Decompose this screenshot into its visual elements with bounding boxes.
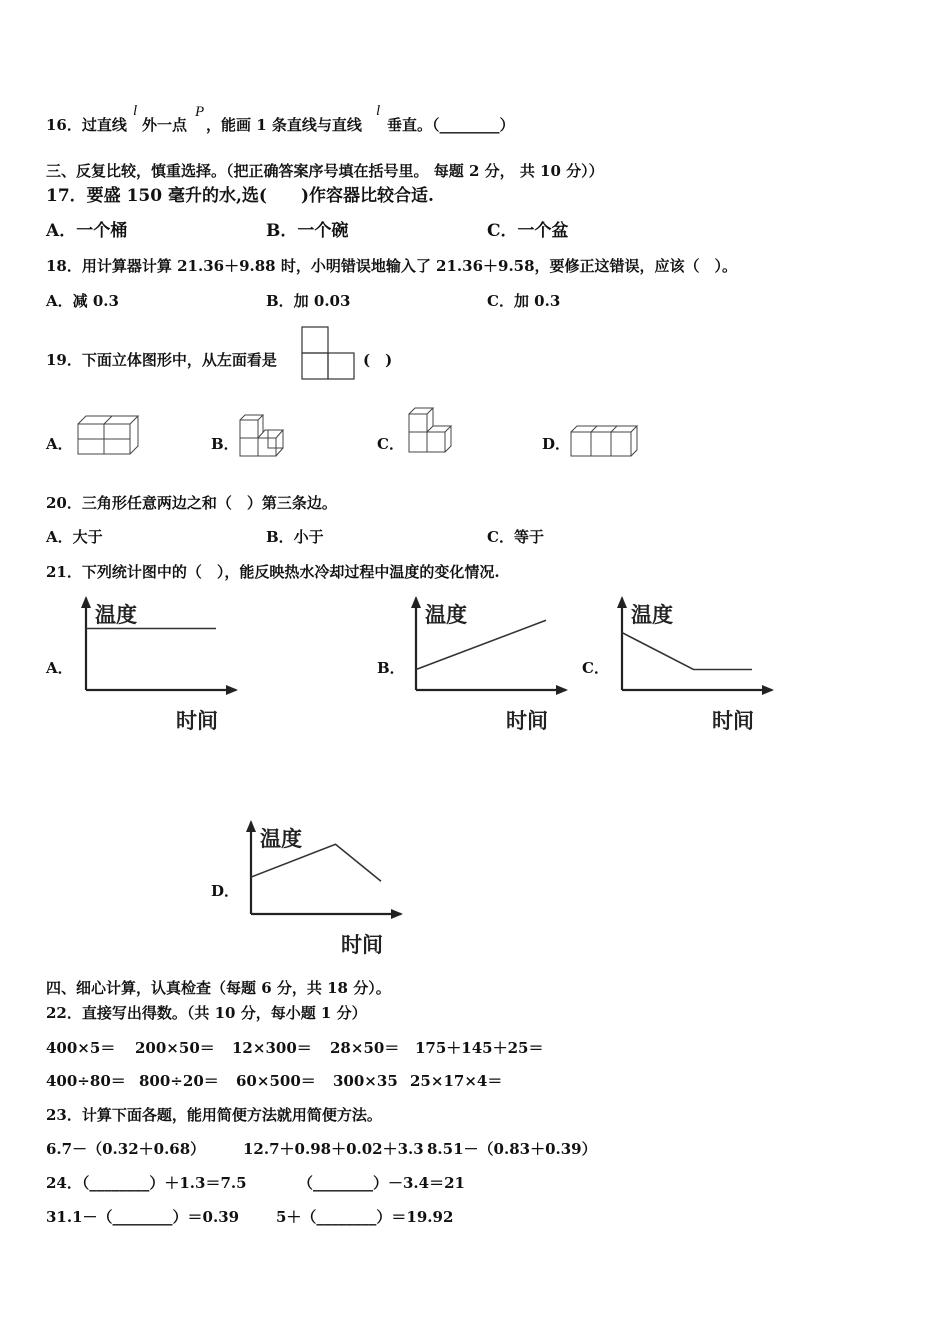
- q16-var-l2: l: [376, 103, 381, 119]
- q23-item: 12.7＋0.98＋0.02＋3.3: [243, 1140, 424, 1158]
- q21-option-d[interactable]: D．: [211, 882, 240, 900]
- q19-option-c[interactable]: C．: [377, 435, 404, 453]
- q18-option-c[interactable]: C．加 0.3: [487, 292, 561, 310]
- x-axis-arrow: [391, 909, 403, 919]
- q21-chart-b: [390, 592, 590, 742]
- x-axis-label: 时间: [712, 709, 754, 733]
- q24-item[interactable]: 5＋（________）＝19.92: [276, 1208, 454, 1226]
- y-axis-label: 温度: [425, 603, 467, 627]
- q19-cube-figure-c: [405, 406, 455, 456]
- q22-row1-item: 175＋145＋25＝: [415, 1039, 544, 1057]
- q21-chart-c: [596, 592, 796, 742]
- series-line: [622, 633, 752, 670]
- q21-chart-a: [60, 592, 260, 742]
- q16-number: 16．: [46, 116, 82, 134]
- q21-option-b[interactable]: B．: [377, 659, 405, 677]
- q19-option-d[interactable]: D．: [542, 435, 571, 453]
- q16: [46, 116, 127, 134]
- q20-option-b[interactable]: B．小于: [266, 528, 324, 546]
- q24-item[interactable]: （________）－3.4＝21: [298, 1174, 465, 1192]
- q20-option-c[interactable]: C．等于: [487, 528, 544, 546]
- q20-stem: 20．三角形任意两边之和（ ）第三条边。: [46, 494, 337, 512]
- q23-item: 8.51－（0.83＋0.39）: [427, 1140, 597, 1158]
- q16-text-end: 垂直。（________）: [387, 116, 515, 134]
- y-axis-arrow: [617, 596, 627, 608]
- q21-chart-d: [225, 816, 425, 966]
- x-axis-arrow: [556, 685, 568, 695]
- y-axis-label: 温度: [95, 603, 137, 627]
- q19-cube-figure-a: [76, 412, 140, 458]
- q21-option-a[interactable]: A．: [46, 659, 73, 677]
- q19-left-view-figure: [301, 326, 357, 380]
- q22-row2-item: 300×35: [333, 1072, 398, 1090]
- q16-var-l: l: [133, 103, 138, 119]
- q22-row1-item: 200×50＝: [135, 1039, 215, 1057]
- q17-stem: 17．要盛 150 毫升的水,选( )作容器比较合适.: [46, 186, 434, 206]
- section-3-heading: 三、反复比较，慎重选择。（把正确答案序号填在括号里。 每题 2 分， 共 10 分））: [46, 162, 604, 180]
- q17-option-c[interactable]: C．一个盆: [487, 221, 569, 241]
- q16-text-mid: 外一点: [142, 116, 188, 134]
- q24-item[interactable]: 24．（________）＋1.3＝7.5: [46, 1174, 247, 1192]
- q23-item: 6.7－（0.32＋0.68）: [46, 1140, 206, 1158]
- y-axis-label: 温度: [260, 827, 302, 851]
- y-axis-arrow: [246, 820, 256, 832]
- q24-item[interactable]: 31.1－（________）＝0.39: [46, 1208, 240, 1226]
- y-axis-arrow: [81, 596, 91, 608]
- q19-cube-figure-d: [569, 422, 639, 458]
- section-4-heading: 四、细心计算，认真检查（每题 6 分，共 18 分）。: [46, 979, 391, 997]
- q23-stem: 23．计算下面各题，能用简便方法就用简便方法。: [46, 1106, 382, 1124]
- q21-stem: 21．下列统计图中的（ ），能反映热水冷却过程中温度的变化情况.: [46, 563, 500, 581]
- q19-cube-figure-b: [238, 412, 292, 458]
- q18-option-b[interactable]: B．加 0.03: [266, 292, 351, 310]
- q19-stem: 19．下面立体图形中，从左面看是: [46, 351, 277, 369]
- q22-row1-item: 28×50＝: [330, 1039, 400, 1057]
- q16-var-p: P: [195, 104, 205, 120]
- q22-row1-item: 12×300＝: [232, 1039, 312, 1057]
- q19-paren: ( ): [363, 351, 393, 369]
- x-axis-arrow: [762, 685, 774, 695]
- q22-row1-item: 400×5＝: [46, 1039, 116, 1057]
- x-axis-label: 时间: [176, 709, 218, 733]
- q19-option-a[interactable]: A．: [46, 435, 73, 453]
- y-axis-label: 温度: [631, 603, 673, 627]
- q22-row2-item: 25×17×4＝: [410, 1072, 503, 1090]
- q18-stem: 18．用计算器计算 21.36＋9.88 时，小明错误地输入了 21.36＋9.58，要修正这错误，应该（ ）。: [46, 257, 738, 275]
- q20-option-a[interactable]: A．大于: [46, 528, 103, 546]
- q22-stem: 22．直接写出得数。（共 10 分，每小题 1 分）: [46, 1004, 367, 1022]
- x-axis-label: 时间: [341, 933, 383, 957]
- q17-option-a[interactable]: A．一个桶: [46, 221, 128, 241]
- q16-text-pre: 过直线: [81, 116, 127, 134]
- q22-row2-item: 60×500＝: [236, 1072, 316, 1090]
- series-line: [416, 620, 546, 669]
- q19-option-b[interactable]: B．: [211, 435, 239, 453]
- q22-row2-item: 400÷80＝: [46, 1072, 126, 1090]
- q17-option-b[interactable]: B．一个碗: [266, 221, 349, 241]
- q18-option-a[interactable]: A．减 0.3: [46, 292, 119, 310]
- q22-row2-item: 800÷20＝: [139, 1072, 219, 1090]
- x-axis-label: 时间: [506, 709, 548, 733]
- q16-text-post: ，能画 1 条直线与直线: [206, 116, 362, 134]
- x-axis-arrow: [226, 685, 238, 695]
- y-axis-arrow: [411, 596, 421, 608]
- q21-option-c[interactable]: C．: [582, 659, 609, 677]
